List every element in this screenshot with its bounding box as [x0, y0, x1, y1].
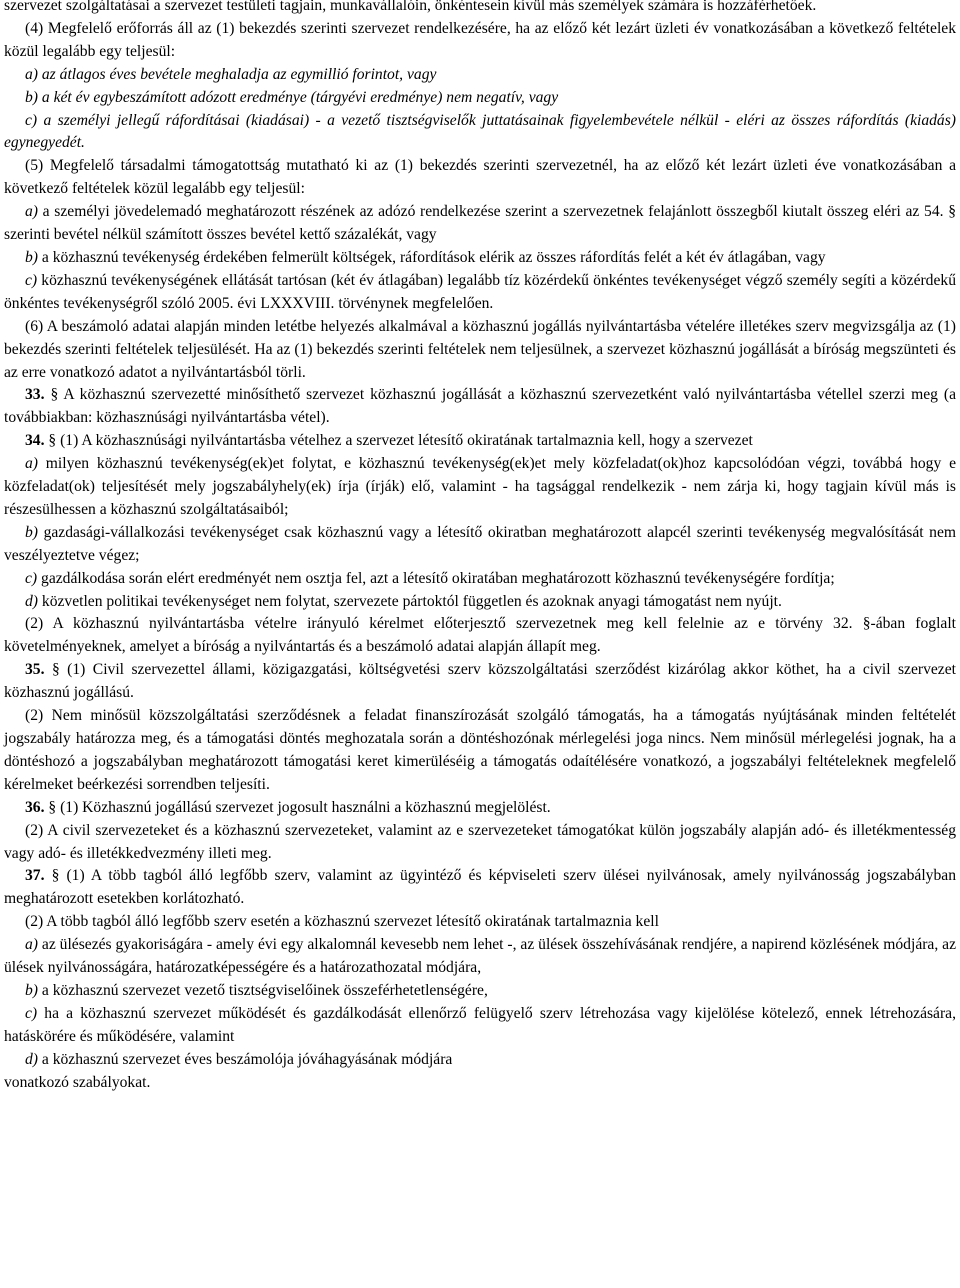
paragraph-text: § (1) Civil szervezettel állami, közigazgatási, költségvetési szerv közszolgáltatási szerződést kizárólag akkor köthet, ha a civil szervezet közhasznú jogállású. — [4, 661, 956, 702]
paragraph-p27 — [4, 1072, 956, 1095]
paragraph-text: a közhasznú szervezet éves beszámolója jóváhagyásának módjára — [38, 1050, 453, 1068]
paragraph-text: § A közhasznú szervezetté minősíthető szervezet közhasznú jogállását a közhasznú szervezetként való nyilvántartásba vétellel szerzi meg (a továbbiakban: közhasznúsági nyilvántartásba vétel). — [4, 386, 956, 427]
paragraph-p25 — [4, 1003, 956, 1049]
paragraph-text: (2) A több tagból álló legfőbb szerv esetén a közhasznú szervezet létesítő okiratának tartalmaznia kell — [25, 913, 659, 931]
list-marker-text: c) — [25, 1004, 38, 1022]
paragraph-p15 — [4, 591, 956, 614]
paragraph-text: (6) A beszámoló adatai alapján minden letétbe helyezés alkalmával a közhasznú jogállás nyilvántartásba vételére illetékes szerv megvizsgálja az (1) bekezdés szerinti feltételek teljesülését. Ha az (1) bekezdés szerinti feltételek nem teljesülnek, a szervezet közhasznú jogállását a bíróság megszünteti és az erre vonatkozó adatot a nyilvántartásból törli. — [4, 317, 956, 381]
section-number: 35. — [25, 661, 45, 679]
paragraph-text: § (1) A több tagból álló legfőbb szerv, valamint az ügyintéző és képviseleti szerv ülései nyilvánosak, amely nyilvánosság jogszabályban meghatározott esetekben korlátozható. — [4, 867, 956, 908]
paragraph-text: ha a közhasznú szervezet működését és gazdálkodását ellenőrző felügyelő szerv létrehozása vagy kijelölése kötelező, ennek létrehozására, hatáskörére és működésére, valamint — [4, 1004, 956, 1045]
paragraph-text: a közhasznú szervezet vezető tisztségviselőinek összeférhetetlenségére, — [38, 981, 488, 999]
paragraph-p11 — [4, 430, 956, 453]
section-number: 37. — [25, 867, 45, 885]
paragraph-p5 — [4, 155, 956, 201]
list-marker-text: c) a személyi jellegű ráfordításai (kiadásai) - a vezető tisztségviselők juttatásainak figyelembevétele nélkül - eléri az összes ráfordítás (kiadás) egynegyedét. — [4, 111, 956, 152]
section-number: 33. — [25, 386, 45, 404]
section-number: 36. — [25, 798, 45, 816]
paragraph-p22 — [4, 911, 956, 934]
paragraph-text: a közhasznú tevékenység érdekében felmerült költségek, ráfordítások elérik az összes ráfordítás felét a két év átlagában, vagy — [38, 248, 826, 266]
paragraph-text: vonatkozó szabályokat. — [4, 1073, 151, 1091]
list-marker-text: d) — [25, 1050, 38, 1068]
paragraph-p17 — [4, 659, 956, 705]
paragraph-p12 — [4, 453, 956, 522]
paragraph-p26 — [4, 1049, 956, 1072]
list-marker-text: c) — [25, 271, 38, 289]
list-marker-text: b) — [25, 981, 38, 999]
paragraph-p3 — [4, 87, 956, 110]
paragraph-text: (2) Nem minősül közszolgáltatási szerződésnek a feladat finanszírozását szolgáló támogatás, ha a támogatás nyújtásának minden feltételét jogszabály határozza meg, és a támogatási döntés meghozatala során a döntéshozónak mérlegelési joga nincs. Nem minősül mérlegelési jognak, ha a döntéshozó a jogszabályban meghatározott támogatási keret kimerüléséig a támogatás odaítélésére vonatkozó, a jogszabályi feltételeknek megfelelő kérelmeket beérkezési sorrendben teljesíti. — [4, 707, 956, 793]
paragraph-text: (5) Megfelelő társadalmi támogatottság mutatható ki az (1) bekezdés szerinti szervezetnél, ha az előző két lezárt üzleti éve vonatkozásában a következő feltételek közül legalább egy teljesül: — [4, 157, 956, 198]
paragraph-p19 — [4, 797, 956, 820]
paragraph-p10 — [4, 384, 956, 430]
section-number: 34. — [25, 432, 45, 450]
paragraph-text: milyen közhasznú tevékenység(ek)et folytat, e közhasznú tevékenység(ek)et mely közfeladat(ok)hoz kapcsolódóan végzi, továbbá hogy e közfeladat(ok) teljesítését mely jogszabályhely(ek) írja (írják) elő, valamint - ha tagsággal rendelkezik - nem zárja ki, hogy tagjain kívül más is részesülhessen a közhasznú szolgáltatásaiból; — [4, 455, 956, 518]
paragraph-p13 — [4, 522, 956, 568]
paragraph-text: (2) A civil szervezeteket és a közhasznú szervezeteket, valamint az e szervezeteket támogatókat külön jogszabály alapján adó- és illetékmentesség vagy adó- és illetékkedvezmény illeti meg. — [4, 821, 956, 862]
paragraph-p16 — [4, 613, 956, 659]
list-marker-text: a) az átlagos éves bevétele meghaladja az egymillió forintot, vagy — [25, 65, 437, 83]
paragraph-p20 — [4, 820, 956, 866]
paragraph-p21 — [4, 865, 956, 911]
paragraph-text: (4) Megfelelő erőforrás áll az (1) bekezdés szerinti szervezet rendelkezésére, ha az előző két lezárt üzleti év vonatkozásában a következő feltételek közül legalább egy teljesül: — [4, 19, 956, 60]
paragraph-text: közvetlen politikai tevékenységet nem folytat, szervezete pártoktól független és azoknak anyagi támogatást nem nyújt. — [38, 592, 782, 610]
paragraph-text: az ülésezés gyakoriságára - amely évi egy alkalomnál kevesebb nem lehet -, az ülések összehívásának rendjére, a napirend közlésének módjára, az ülések nyilvánosságára, határozatképességére és a határozathozatal módjára, — [4, 936, 956, 977]
list-marker-text: b) — [25, 523, 38, 541]
paragraph-p23 — [4, 934, 956, 980]
list-marker-text: a) — [25, 936, 38, 954]
document-body — [4, 0, 956, 1095]
list-marker-text: c) — [25, 569, 38, 587]
paragraph-p8 — [4, 270, 956, 316]
list-marker-text: b) — [25, 248, 38, 266]
paragraph-text: (2) A közhasznú nyilvántartásba vételre irányuló kérelmet előterjesztő szervezetnek meg kell felelnie az e törvény 32. §-ában foglalt követelményeknek, amelyet a bíróság a nyilvántartás és a beszámoló adatai alapján állapít meg. — [4, 615, 956, 656]
paragraph-p24 — [4, 980, 956, 1003]
paragraph-p6 — [4, 201, 956, 247]
paragraph-p18 — [4, 705, 956, 797]
paragraph-text: gazdasági-vállalkozási tevékenységet csak közhasznú vagy a létesítő okiratban meghatározott alapcél szerinti tevékenység megvalósítását nem veszélyeztetve végez; — [4, 523, 956, 564]
paragraph-p4 — [4, 110, 956, 156]
paragraph-p2 — [4, 64, 956, 87]
paragraph-p9 — [4, 316, 956, 385]
paragraph-p14 — [4, 568, 956, 591]
paragraph-text: § (1) A közhasznúsági nyilvántartásba vételhez a szervezet létesítő okiratának tartalmaznia kell, hogy a szervezet — [44, 432, 753, 450]
list-marker-text: d) — [25, 592, 38, 610]
paragraph-text: gazdálkodása során elért eredményét nem osztja fel, azt a létesítő okiratában meghatározott közhasznú tevékenységére fordítja; — [37, 569, 835, 587]
paragraph-text: közhasznú tevékenységének ellátását tartósan (két év átlagában) legalább tíz közérdekű önkéntes tevékenységet végző személy segíti a közérdekű önkéntes tevékenységről szóló 2005. évi LXXXVIII. törvénynek megfelelően. — [4, 271, 956, 312]
paragraph-p0 — [4, 0, 956, 18]
list-marker-text: a) — [25, 203, 38, 221]
list-marker-text: b) a két év egybeszámított adózott eredménye (tárgyévi eredménye) nem negatív, vagy — [25, 88, 559, 106]
list-marker-text: a) — [25, 455, 38, 473]
paragraph-text: a személyi jövedelemadó meghatározott részének az adózó rendelkezése szerint a szervezetnek felajánlott összegből kiutalt összeg eléri az 54. § szerinti bevétel nélkül számított összes bevétel kettő százalékát, vagy — [4, 203, 956, 244]
paragraph-p1 — [4, 18, 956, 64]
paragraph-text: § (1) Közhasznú jogállású szervezet jogosult használni a közhasznú megjelölést. — [44, 798, 551, 816]
paragraph-text: szervezet szolgáltatásai a szervezet testületi tagjain, munkavállalóin, önkéntesein kívül más személyek számára is hozzáférhetőek. — [4, 0, 817, 14]
paragraph-p7 — [4, 247, 956, 270]
